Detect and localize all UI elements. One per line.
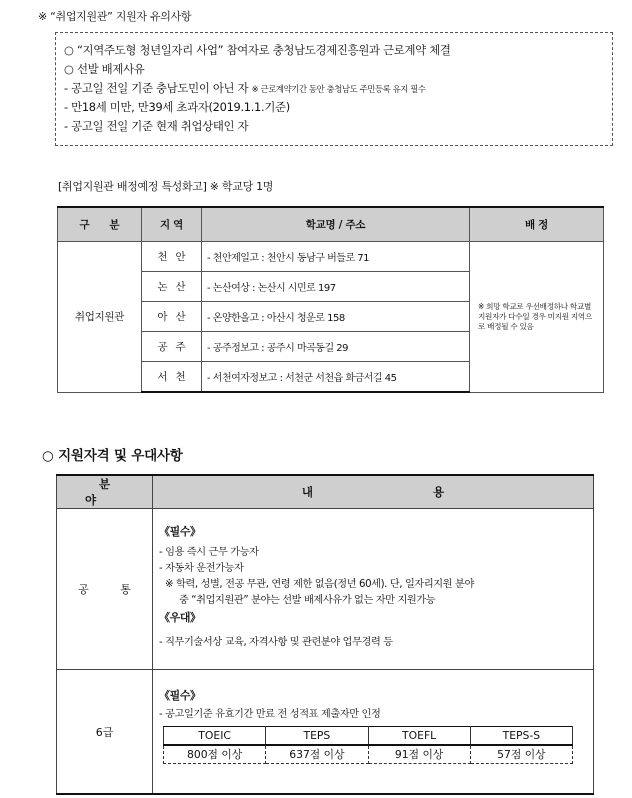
table-header-row bbox=[57, 475, 594, 509]
school-cell: - 천안제일고 : 천안시 동남구 버들로 71 bbox=[202, 242, 470, 272]
requirement-line: - 임용 즉시 근무 가능자 bbox=[159, 547, 259, 558]
grade6-content bbox=[153, 670, 594, 795]
table-row bbox=[57, 509, 594, 670]
score-value: 91점 이상 bbox=[368, 745, 470, 764]
required-heading: 《필수》 bbox=[159, 689, 201, 702]
requirement-line: 중 “취업지원관” 분야는 선발 배제사유가 없는 자만 지원가능 bbox=[179, 595, 436, 606]
header-assign: 배 정 bbox=[470, 207, 604, 242]
table-row bbox=[58, 242, 604, 272]
notice-line: ○ 선발 배제사유 bbox=[64, 62, 145, 76]
header-school: 학교명 / 주소 bbox=[202, 207, 470, 242]
region-cell: 논산 bbox=[142, 272, 202, 302]
common-content bbox=[153, 509, 594, 670]
grade6-label: 6급 bbox=[57, 670, 153, 795]
score-value: 800점 이상 bbox=[164, 745, 266, 764]
score-value: 637점 이상 bbox=[266, 745, 368, 764]
notice-line bbox=[64, 80, 426, 96]
notice-line-text: - 공고일 전일 기준 충남도민이 아닌 자 bbox=[64, 81, 249, 95]
requirement-line: - 공고일기준 유효기간 만료 전 성적표 제출자만 인정 bbox=[159, 709, 381, 720]
placement-table bbox=[57, 206, 604, 393]
required-heading: 《필수》 bbox=[159, 525, 201, 538]
qualifications-title: ○ 지원자격 및 우대사항 bbox=[42, 448, 183, 464]
score-header: TOEFL bbox=[368, 727, 470, 746]
region-cell: 공주 bbox=[142, 332, 202, 362]
school-cell: - 온양한올고 : 아산시 청운로 158 bbox=[202, 302, 470, 332]
placement-title: [취업지원관 배정예정 특성화고] ※ 학교당 1명 bbox=[58, 180, 274, 193]
table-row bbox=[57, 670, 594, 795]
score-value: 57점 이상 bbox=[470, 745, 572, 764]
common-label: 공 통 bbox=[57, 509, 153, 670]
requirement-line: ※ 학력, 성별, 전공 무관, 연령 제한 없음(정년 60세). 단, 일자리지원 분야 bbox=[165, 579, 474, 590]
region-cell: 서천 bbox=[142, 362, 202, 393]
notice-box bbox=[55, 32, 613, 146]
notice-line: ○ “지역주도형 청년일자리 사업” 참여자로 충청남도경제진흥원과 근로계약 체결 bbox=[64, 43, 451, 57]
header-content: 내 용 bbox=[153, 475, 594, 509]
notice-title: ※ “취업지원관” 지원자 유의사항 bbox=[38, 10, 192, 23]
score-header: TOEIC bbox=[164, 727, 266, 746]
category-cell: 취업지원관 bbox=[58, 242, 142, 393]
qualifications-table bbox=[56, 474, 594, 795]
assign-note: ※ 희망 학교로 우선배정하나 학교별 지원자가 다수일 경우 미지원 지역으로 배정될 수 있음 bbox=[470, 242, 604, 393]
school-cell: - 공주정보고 : 공주시 마곡동길 29 bbox=[202, 332, 470, 362]
table-header-row bbox=[58, 207, 604, 242]
score-value-row bbox=[164, 745, 573, 764]
school-cell: - 논산여상 : 논산시 시민로 197 bbox=[202, 272, 470, 302]
score-header-row bbox=[164, 727, 573, 746]
notice-footnote: ※ 근로계약기간 동안 충청남도 주민등록 유지 필수 bbox=[251, 84, 426, 94]
preferred-line: - 직무기술서상 교육, 자격사항 및 관련분야 업무경력 등 bbox=[159, 637, 393, 648]
header-field: 분 야 bbox=[57, 475, 153, 509]
region-cell: 아산 bbox=[142, 302, 202, 332]
school-cell: - 서천여자정보고 : 서천군 서천읍 화금서길 45 bbox=[202, 362, 470, 393]
score-header: TEPS-S bbox=[470, 727, 572, 746]
requirement-line: - 자동차 운전가능자 bbox=[159, 563, 244, 574]
notice-line: - 공고일 전일 기준 현재 취업상태인 자 bbox=[64, 119, 249, 133]
score-table bbox=[163, 726, 573, 764]
header-region: 지 역 bbox=[142, 207, 202, 242]
notice-line: - 만18세 미만, 만39세 초과자(2019.1.1.기준) bbox=[64, 100, 290, 114]
preferred-heading: 《우대》 bbox=[159, 611, 201, 624]
header-category: 구 분 bbox=[58, 207, 142, 242]
score-header: TEPS bbox=[266, 727, 368, 746]
region-cell: 천안 bbox=[142, 242, 202, 272]
